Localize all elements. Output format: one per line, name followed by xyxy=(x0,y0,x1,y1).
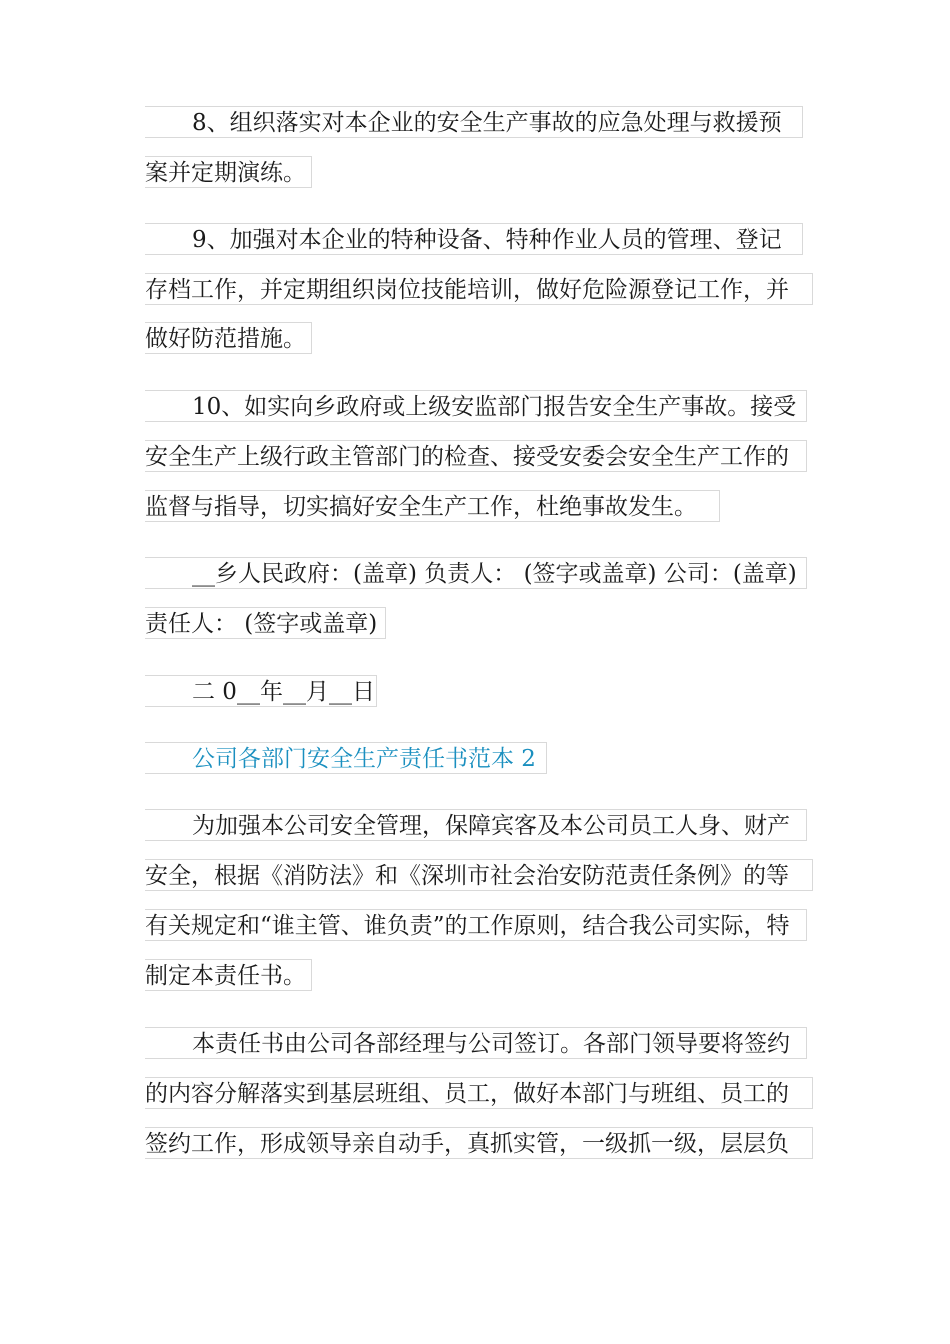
signature-line-1: __乡人民政府：(盖章) 负责人： (签字或盖章) 公司：(盖章) xyxy=(145,557,807,589)
paragraph-9-line-1: 9、加强对本企业的特种设备、特种作业人员的管理、登记 xyxy=(145,223,803,255)
paragraph-9-line-3: 做好防范措施。 xyxy=(145,322,312,354)
signature-line-2: 责任人： (签字或盖章) xyxy=(145,607,386,639)
section-heading: 公司各部门安全生产责任书范本 2 xyxy=(145,742,547,774)
intro-paragraph-line-1: 为加强本公司安全管理，保障宾客及本公司员工人身、财产 xyxy=(145,809,807,841)
paragraph-10-line-1: 10、如实向乡政府或上级安监部门报告安全生产事故。接受 xyxy=(145,390,807,422)
paragraph-10-line-2: 安全生产上级行政主管部门的检查、接受安委会安全生产工作的 xyxy=(145,440,807,472)
intro-paragraph-line-3: 有关规定和“谁主管、谁负责”的工作原则，结合我公司实际，特 xyxy=(145,909,807,941)
paragraph-9-line-2: 存档工作，并定期组织岗位技能培训，做好危险源登记工作，并 xyxy=(145,273,813,305)
scope-paragraph-line-1: 本责任书由公司各部经理与公司签订。各部门领导要将签约 xyxy=(145,1027,807,1059)
intro-paragraph-line-4: 制定本责任书。 xyxy=(145,959,312,991)
scope-paragraph-line-3: 签约工作，形成领导亲自动手，真抓实管，一级抓一级，层层负 xyxy=(145,1127,813,1159)
paragraph-10-line-3: 监督与指导，切实搞好安全生产工作，杜绝事故发生。 xyxy=(145,490,720,522)
intro-paragraph-line-2: 安全，根据《消防法》和《深圳市社会治安防范责任条例》的等 xyxy=(145,859,813,891)
scope-paragraph-line-2: 的内容分解落实到基层班组、员工，做好本部门与班组、员工的 xyxy=(145,1077,813,1109)
date-line: 二 0__年__月__日 xyxy=(145,675,377,707)
paragraph-8-line-1: 8、组织落实对本企业的安全生产事故的应急处理与救援预 xyxy=(145,106,803,138)
paragraph-8-line-2: 案并定期演练。 xyxy=(145,156,312,188)
